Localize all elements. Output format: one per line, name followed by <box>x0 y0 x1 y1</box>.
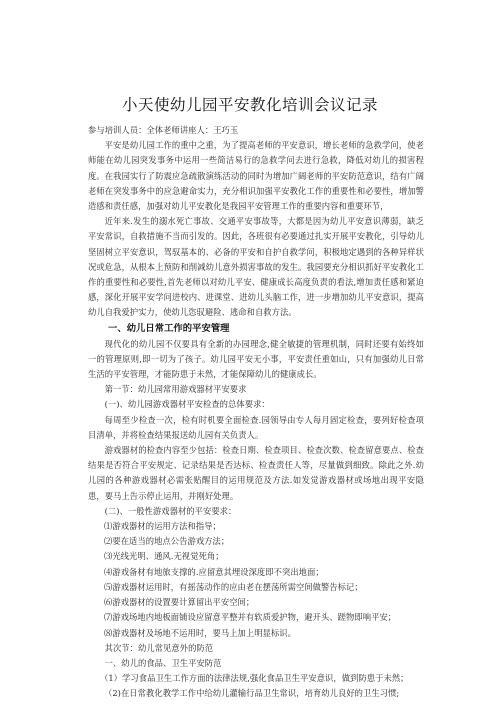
subsection-title-2: 其次节：幼儿常见意外的防范 <box>104 642 214 653</box>
list-item: ⑺游戏场地内地板面铺设应留意平整并有软质爱护物，避开头、蹉物即响平安； <box>104 612 397 623</box>
document-body <box>88 123 424 702</box>
section-heading-1: 一、幼儿日常工作的平安管理 <box>108 322 230 334</box>
list-item: ⑷游戏备材有地旅支撑的.应留意其埋设深度即不突出地面； <box>104 566 324 577</box>
list-item: ⑻游戏器材及场地不运用时，要马上加上明显标识。 <box>104 627 296 638</box>
subsection-item-food-safety: 一、幼儿的食品、卫生平安防范 <box>104 657 222 668</box>
subsection-title-1: 第一节：幼儿园常用游戏器材平安要求 <box>104 384 247 395</box>
document-title: 小天使幼儿园平安教化培训会议记录 <box>121 96 378 114</box>
food-safety-point-1: （1）学习食品卫生工作方面的法律法规,强化食品卫生平安意识，做到防患于未然； <box>100 673 409 684</box>
list-item: ⑶光线光明、通风.无视觉死角； <box>104 551 224 562</box>
food-safety-point-2: （2)在日常教化教学工作中给幼儿灌输行品卫生常识，培育幼儿良好的卫生习惯; <box>104 688 400 699</box>
intro-paragraph-1: 平安是幼儿园工作的重中之重，为了提高老师的平安意识，增长老师的急救学问，使老师能在幼儿园突发事务中运用一些简洁易行的急救学问去进行急救，降低对幼儿的损害程度。在我园实行了防震应急疏散演练活动的同时为增加广阔老师的平安防范意识，结有广阔老师在突发事务中的应急避命实力，充分相识加强平安教化工作的重要性和必要性，增加警造感和责任感，加强对幼儿平安教化是我园平安管理工作的重要内容和重要环节， <box>88 140 424 212</box>
inspection-content-paragraph: 游戏器材的检查内容至少包括：检查日期、检查项目、检查次数、检查留意要点、检查结果是否符合平安规定、记录结果是否达标、检查责任人等，尽量做到细致。除此之外.幼儿园的各种游戏器材必需张贴醒目的运用规范及方法.如发觉游戏器材或场地出现平安隐患，要马上告示停止运用，并刚好处理。 <box>88 445 424 501</box>
list-item: ⑴游戏器材的运用方法和指导； <box>104 521 221 532</box>
list-item: ⑸游戏器材运用时，有摇荡动作的应由老在摆荡所需空间做警告标记； <box>104 581 363 592</box>
intro-paragraph-2: 近年来.发生的溺水死亡事故、交通平安事故等，大都是因为幼儿平安意识薄弱，缺乏平安常识，自救措施不当而引发的。因此，各班很有必要通过扎实开展平安教化，引导幼儿坚固树立平安意识，驾驭基本的、必备的平安和自护自救学问，积极地定遇到的各种异样状况或危急，从根本上预防和削减幼儿意外损害事故的发生。我园要充分相识抓好平安教化工作的重要性和必要性,首先老师以对幼儿平安、健康成长高度负责的看法,增加责任感和紧迫感，深化开展平安学问进校内、进课堂、进幼儿头脑工作，进一步增加幼儿平安意识，提高幼儿自我爱护实力，使幼儿恣驭避险、逃命和自救方法。 <box>88 216 424 318</box>
section1-paragraph: 现代化的幼儿园不仅要具有全新的办园理念,健全敏捷的管理机制，同时还要有始终如一的管理原则,即一切为了孩子。幼儿园平安无小事，平安责任重如山，只有加强幼儿日常生活的平安管理，才能防患于未然，才能保障幼儿的健康成长。 <box>88 338 424 380</box>
list-item: ⑹游戏器材的设置要计算留出平安空间； <box>104 597 255 608</box>
list-item: ⑵要在适当的地点公告游戏方法； <box>104 536 230 547</box>
attendees-line: 参与培训人员：全体老师讲座人：王巧玉 <box>88 125 239 135</box>
subsection-item-2: (二)、一般性游戏器材的平安要求： <box>104 505 237 516</box>
inspection-paragraph: 每周至少检查一次，检有时机要全面检查.园领导由专人每月固定检查，要列好检查项目清单，并将检查结果报送幼儿园有关负责人。 <box>88 414 424 440</box>
subsection-item-1: (一)、幼儿园游戏器材平安检查的总体要求： <box>104 399 270 410</box>
